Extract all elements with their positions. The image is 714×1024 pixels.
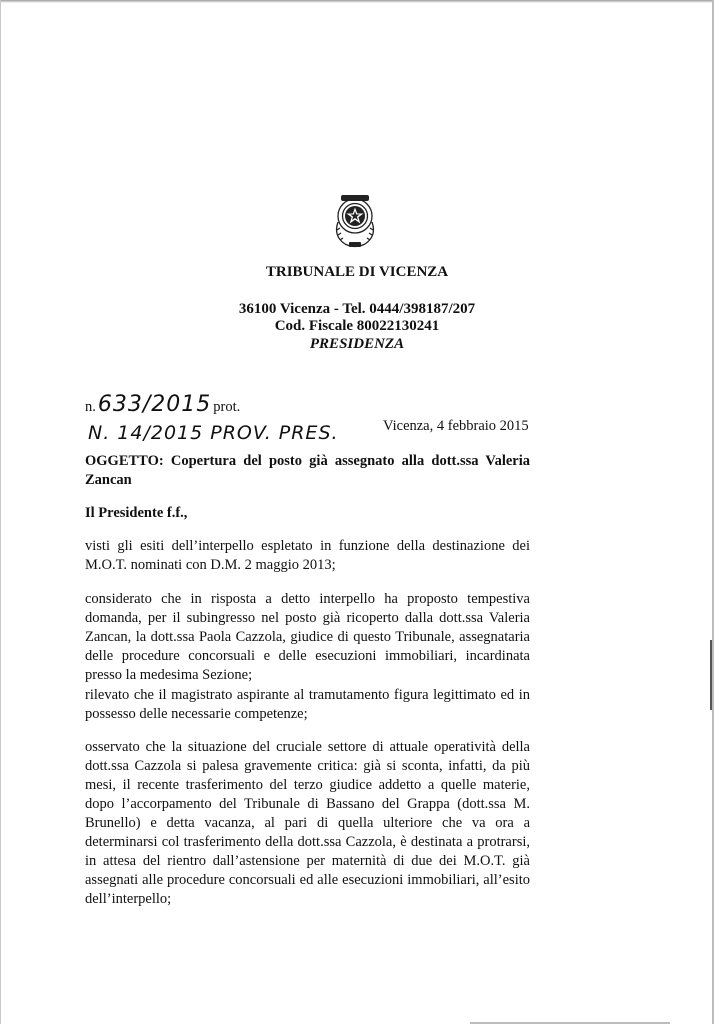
protocol-line [85,392,240,417]
office-name: PRESIDENZA [309,336,405,352]
scan-mark [710,640,712,710]
fiscal-code: Cod. Fiscale 80022130241 [274,318,440,334]
document-date: Vicenza, 4 febbraio 2015 [383,418,529,434]
emblem-icon [329,192,381,250]
handwritten-protocol-line: N. 14/2015 PROV. PRES. [88,422,339,444]
paragraph-osservato: osservato che la situazione del cruciale settore di attuale operatività della dott.ssa Cazzola si palesa gravemente critica: già si sconta, infatti, da più mesi, il recente trasferimento del terzo giudice addetto a quelle materie, dopo l’accorpamento del Tribunale di Bassano del Grappa (dott.ssa M. Brunello) e detta vacanza, al pari di quella ulteriore che va ora a determinarsi col trasferimento della dott.ssa Cazzola, è destinata a protrarsi, in attesa del rientro dall’astensione per maternità di due dei M.O.T. già assegnati alle procedure concorsuali ed alle esecuzioni immobiliari, all’esito dell’interpello; [85,739,530,907]
scan-edge-left [0,0,1,1024]
paragraph-visti: visti gli esiti dell’interpello espletato in funzione della destinazione dei M.O.T. nominati con D.M. 2 maggio 2013; [85,538,530,573]
paragraph-considerato: considerato che in risposta a detto interpello ha proposto tempestiva domanda, per il subingresso nel posto già ricoperto dalla dott.ssa Valeria Zancan, la dott.ssa Paola Cazzola, giudice di questo Tribunale, assegnataria delle procedure concorsuali e delle esecuzioni immobiliari, incardinata presso la medesima Sezione; [85,591,530,683]
protocol-prefix: n. [85,399,96,415]
protocol-suffix: prot. [213,399,241,415]
scan-edge-top [0,0,714,3]
paragraph-rilevato: rilevato che il magistrato aspirante al tramutamento figura legittimato ed in possesso delle necessarie competenze; [85,687,530,722]
president-heading: Il Presidente f.f., [85,505,188,521]
handwritten-protocol-number: 633/2015 [97,392,212,417]
subject-line: OGGETTO: Copertura del posto già assegnato alla dott.ssa Valeria Zancan [85,453,530,488]
court-title: TRIBUNALE DI VICENZA [265,264,449,280]
court-address: 36100 Vicenza - Tel. 0444/398187/207 [238,301,476,317]
